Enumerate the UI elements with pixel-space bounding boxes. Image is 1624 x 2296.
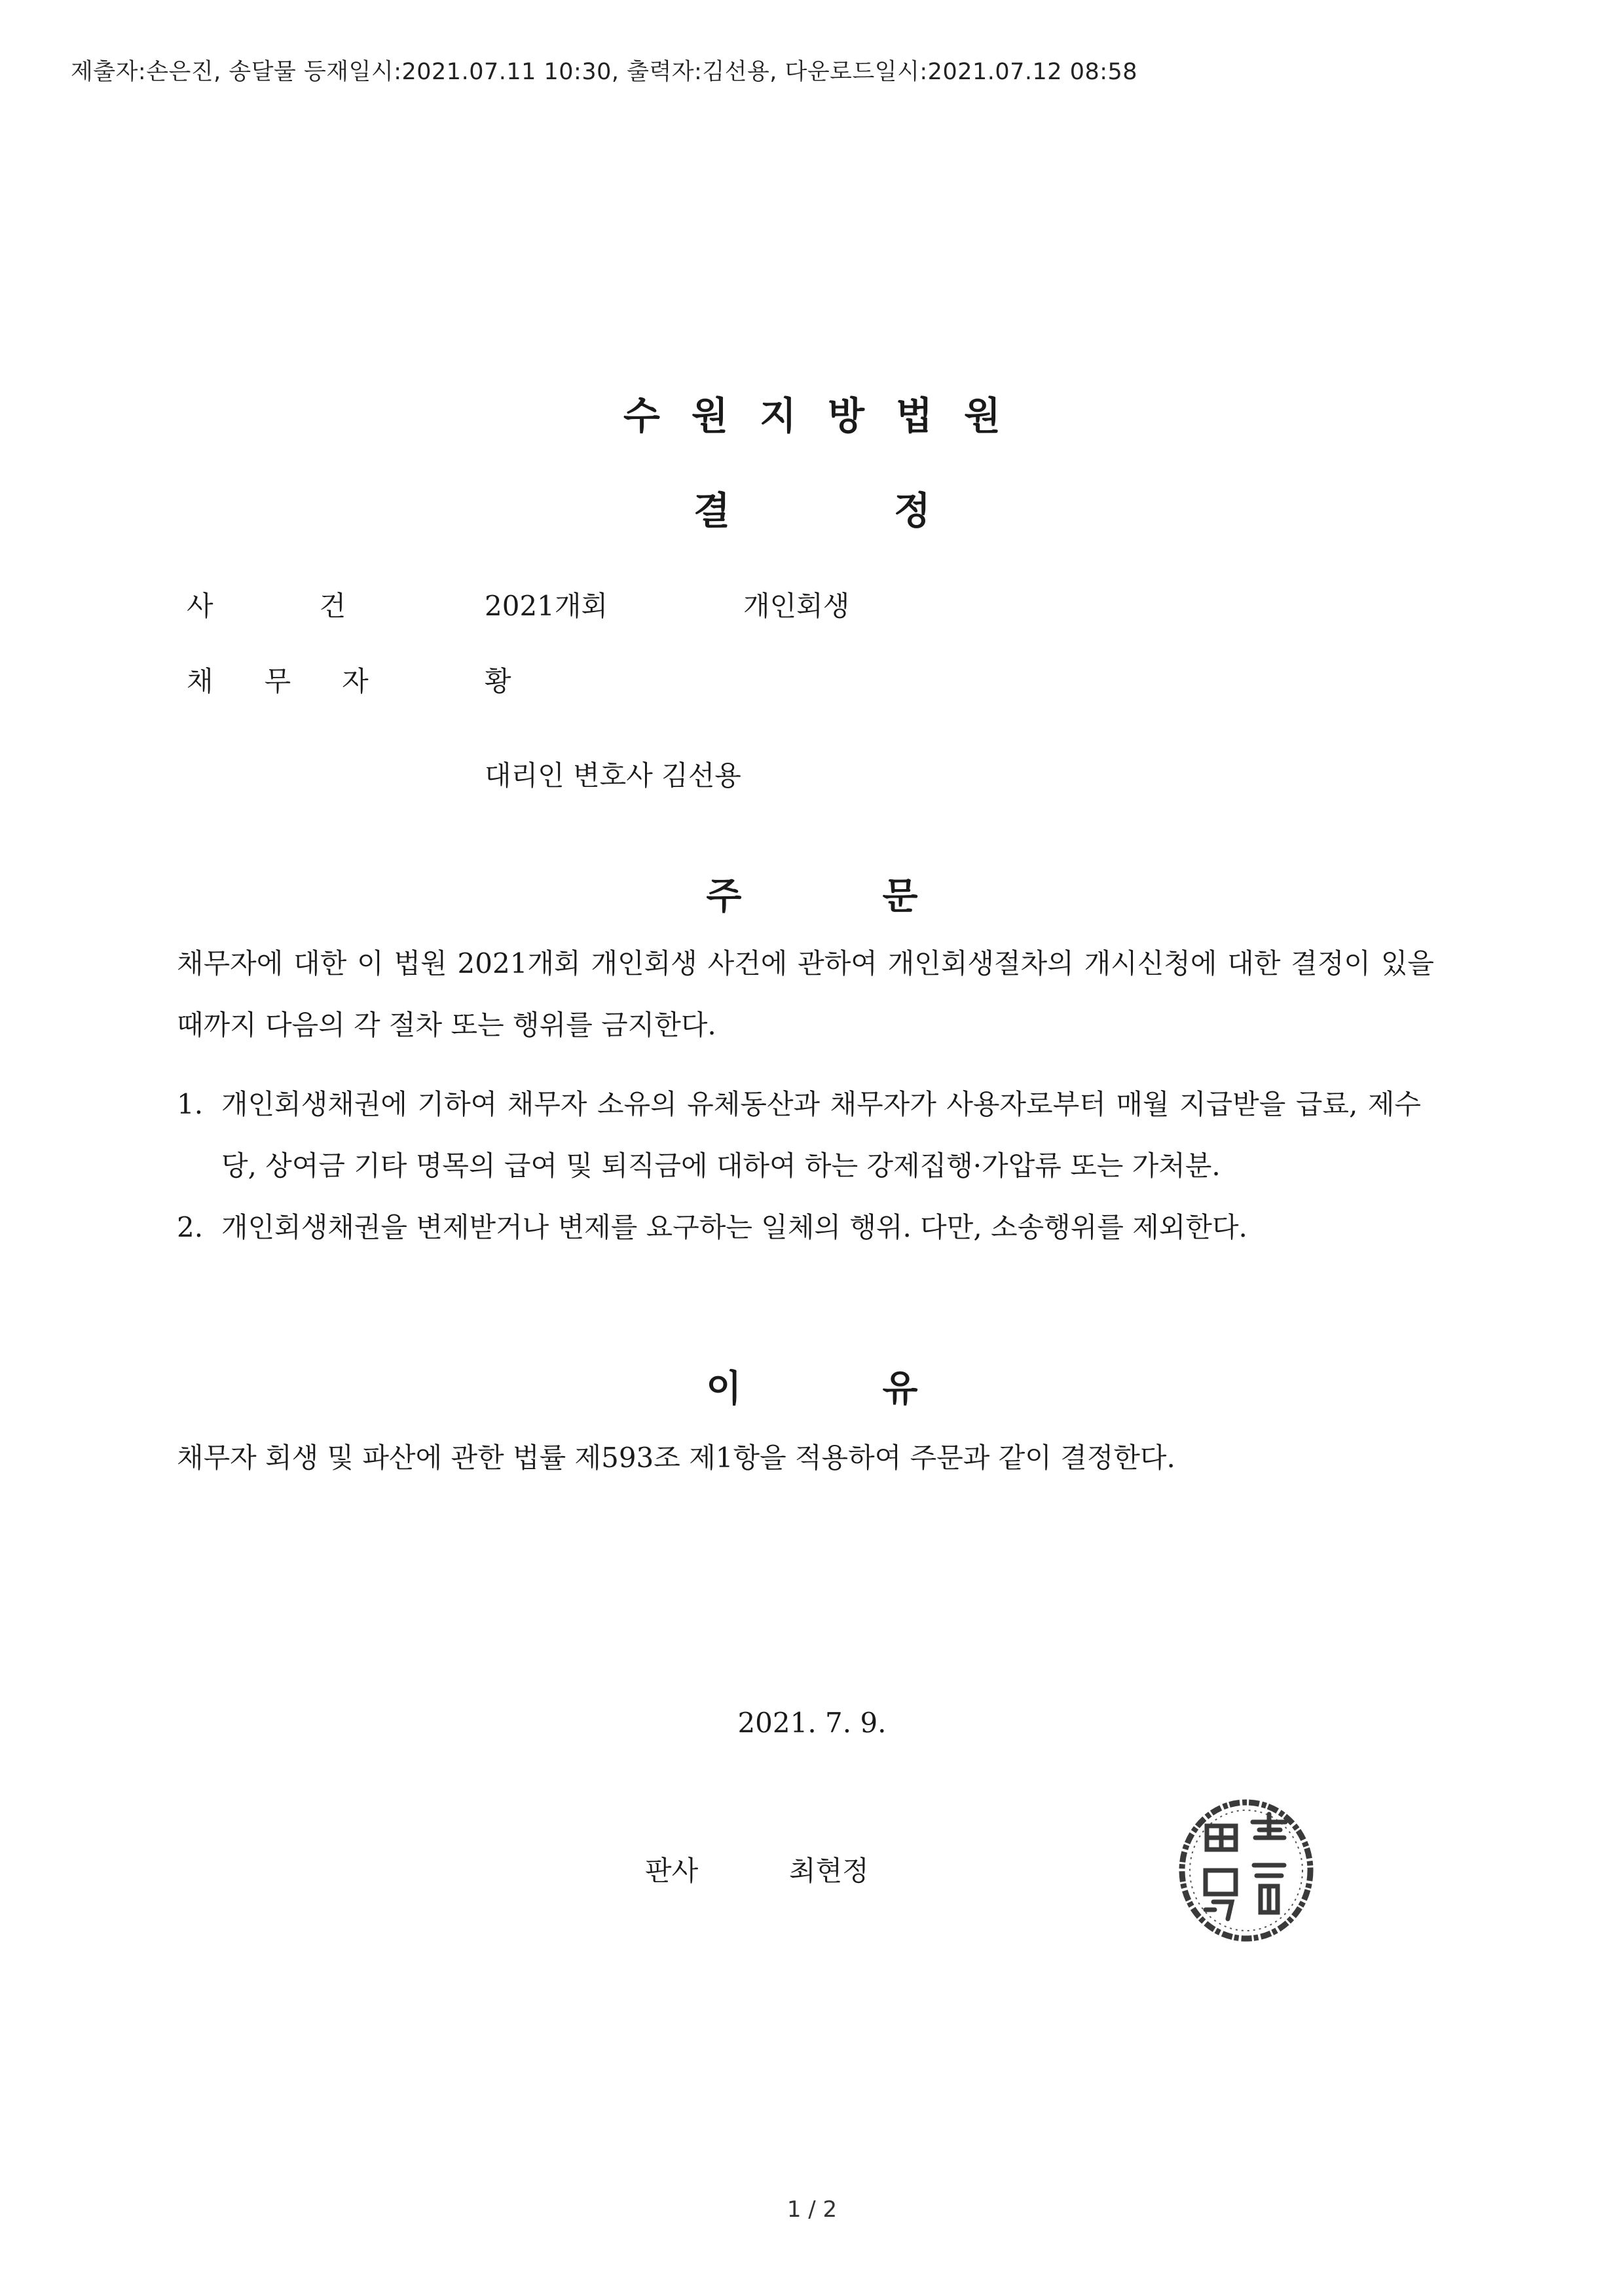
judge-title: 판사 — [645, 1855, 699, 1887]
reason-text: 채무자 회생 및 파산에 관한 법률 제593조 제1항을 적용하여 주문과 같이 결정한다. — [177, 1442, 1175, 1474]
order-item-number: 1. — [177, 1088, 204, 1120]
debtor-name: 황 — [485, 665, 511, 697]
order-heading: 주문 — [706, 875, 1059, 918]
order-item — [177, 1197, 1421, 1258]
reason-heading: 이유 — [706, 1368, 1059, 1410]
print-metadata-header: 제출자:손은진, 송달물 등재일시:2021.07.11 10:30, 출력자:김선용, 다운로드일시:2021.07.12 08:58 — [71, 59, 1138, 85]
page-number: 1 / 2 — [786, 2196, 838, 2223]
case-type: 개인회생 — [743, 590, 850, 622]
order-paragraph: 채무자에 대한 이 법원 2021개회 개인회생 사건에 관하여 개인회생절차의 개시신청에 대한 결정이 있을 때까지 다음의 각 절차 또는 행위를 금지한다. — [177, 947, 1434, 1041]
debtor-label: 채무자 — [187, 665, 420, 697]
case-number: 2021개회 — [485, 590, 608, 622]
court-name: 수원지방법원 — [623, 393, 1033, 438]
document-title: 결정 — [693, 488, 1095, 533]
order-item-text: 개인회생채권에 기하여 채무자 소유의 유체동산과 채무자가 사용자로부터 매월 지급받을 급료, 제수당, 상여금 기타 명목의 급여 및 퇴직금에 대하여 하는 강제집행·가압류 또는 가처분. — [221, 1088, 1421, 1182]
case-label: 사건 — [187, 590, 452, 622]
order-item — [177, 1074, 1421, 1197]
decision-date: 2021. 7. 9. — [737, 1707, 887, 1739]
legal-agent: 대리인 변호사 김선용 — [485, 759, 741, 792]
judge-seal-stamp — [1175, 1797, 1316, 1944]
order-item-list — [177, 1074, 1421, 1258]
order-item-number: 2. — [177, 1211, 204, 1243]
judge-name: 최현정 — [789, 1855, 869, 1887]
order-item-text: 개인회생채권을 변제받거나 변제를 요구하는 일체의 행위. 다만, 소송행위를 제외한다. — [221, 1211, 1247, 1243]
